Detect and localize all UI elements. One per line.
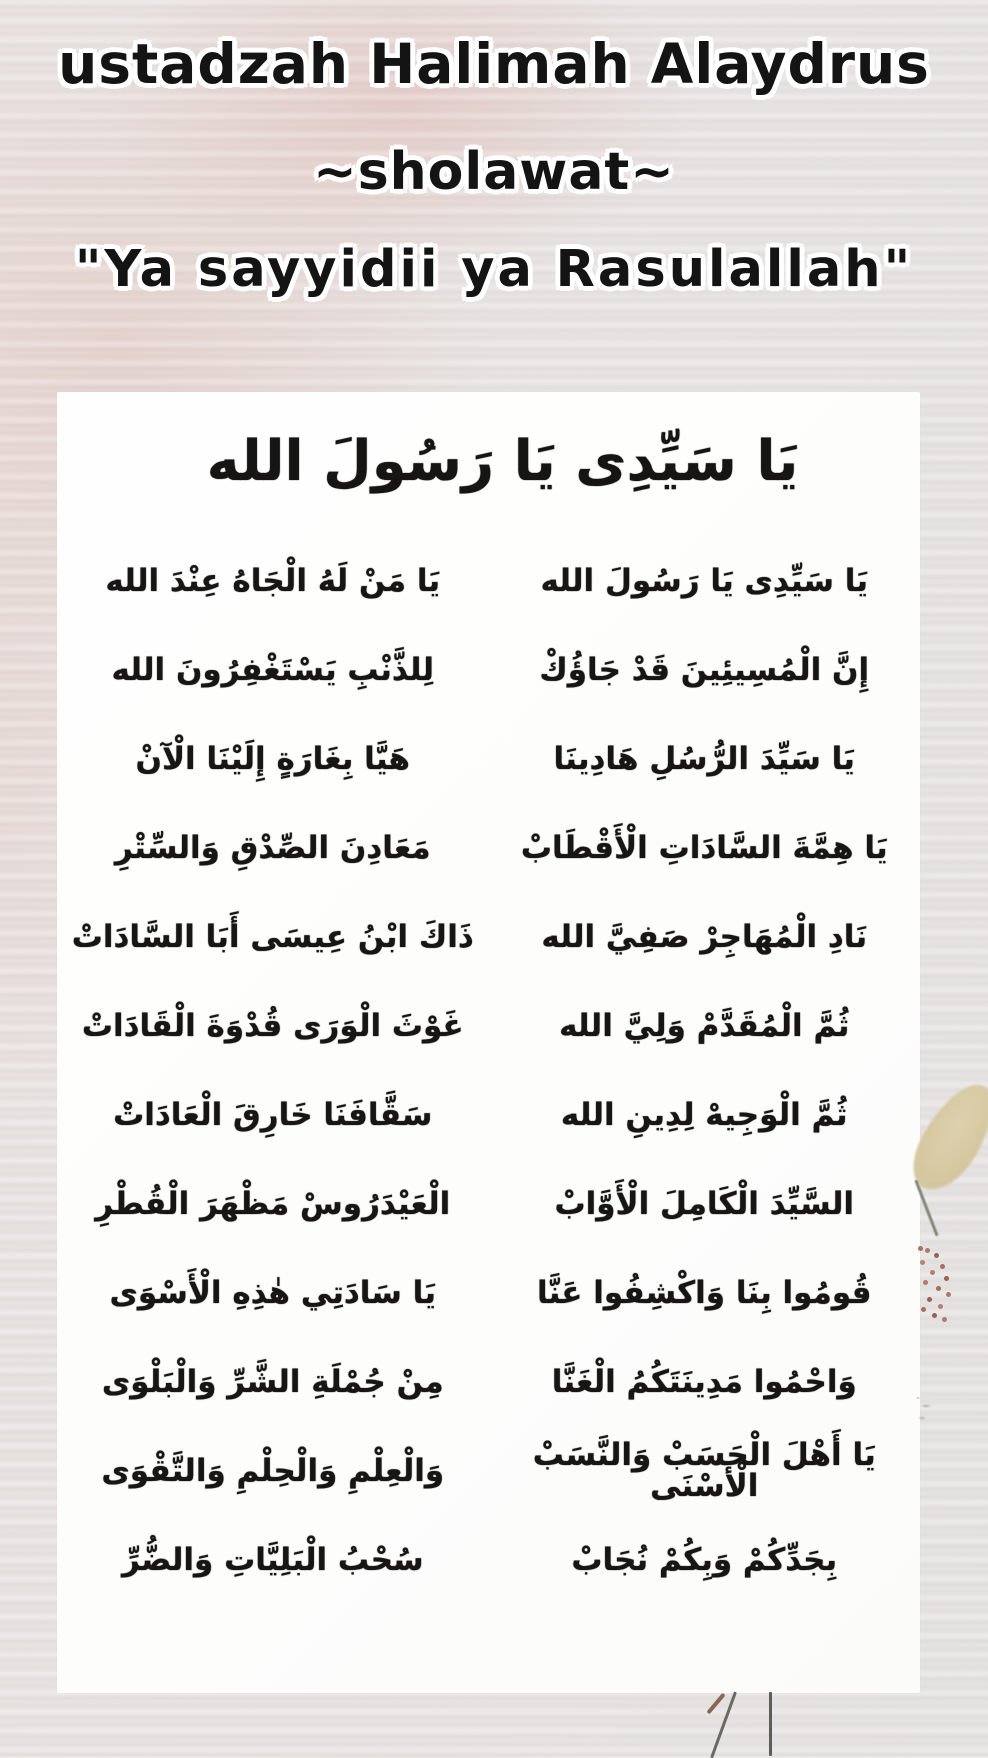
- verse-row: [57, 537, 920, 626]
- hemistich-first: ثُمَّ الْمُقَدَّمْ وَلِيَّ الله: [559, 1007, 850, 1044]
- verse-row: [57, 1071, 920, 1160]
- hemistich-second: غَوْثَ الْوَرَى قُدْوَةَ الْقَادَاتْ: [81, 1007, 464, 1044]
- hemistich-second: سُحْبُ الْبَلِيَّاتِ وَالضُّرِّ: [121, 1541, 424, 1578]
- bottom-stem-brown-decoration: [706, 1693, 725, 1715]
- hemistich-first: السَّيِّدَ الْكَامِلَ الْأَوَّابْ: [554, 1185, 854, 1222]
- hemistich-second: سَقَّافَنَا خَارِقَ الْعَادَاتْ: [113, 1096, 433, 1133]
- hemistich-second: مَعَادِنَ الصِّدْقِ وَالسِّتْرِ: [114, 829, 431, 866]
- verse-row: [57, 1249, 920, 1338]
- poem-verses: [57, 537, 920, 1605]
- hemistich-first: يَا سَيِّدَ الرُّسُلِ هَادِينَا: [553, 740, 855, 777]
- hemistich-second: هَيَّا بِغَارَةٍ إِلَيْنَا الْآنْ: [135, 740, 410, 777]
- verse-row: [57, 804, 920, 893]
- hemistich-first: قُومُوا بِنَا وَاكْشِفُوا عَنَّا: [536, 1274, 872, 1311]
- poem-card: [57, 392, 920, 1693]
- verse-row: [57, 715, 920, 804]
- verse-row: [57, 626, 920, 715]
- hemistich-first: يَا سَيِّدِى يَا رَسُولَ الله: [540, 562, 869, 599]
- hemistich-second: الْعَيْدَرُوسْ مَظْهَرَ الْقُطْرِ: [95, 1185, 451, 1222]
- hemistich-first: يَا هِمَّةَ السَّادَاتِ الْأَقْطَابْ: [520, 829, 888, 866]
- header-title-text: "Ya sayyidii ya Rasulallah": [74, 240, 914, 299]
- hemistich-first: وَاحْمُوا مَدِينَتَكُمُ الْغَنَّا: [551, 1363, 857, 1400]
- verse-row: [57, 1338, 920, 1427]
- dried-flower-dots-decoration: [918, 1246, 923, 1251]
- hemistich-second: وَالْعِلْمِ وَالْحِلْمِ وَالتَّقْوَى: [101, 1452, 445, 1489]
- poem-title-arabic: يَا سَيِّدِى يَا رَسُولَ الله: [206, 429, 799, 494]
- verse-row: [57, 982, 920, 1071]
- header-category-text: ~sholawat~: [313, 142, 675, 202]
- hemistich-first: بِجَدِّكُمْ وَبِكُمْ نُجَابْ: [571, 1541, 838, 1578]
- hemistich-first: يَا أَهْلَ الْحَسَبْ وَالنَّسَبْ الْأَسْنَى: [532, 1437, 876, 1505]
- hemistich-first: إِنَّ الْمُسِيئِينَ قَدْ جَاؤُكْ: [539, 651, 870, 688]
- hemistich-second: مِنْ جُمْلَةِ الشَّرِّ وَالْبَلْوَى: [101, 1363, 444, 1400]
- verse-row: [57, 1427, 920, 1516]
- bottom-stem-vertical-decoration: [769, 1692, 772, 1756]
- hemistich-second: ذَاكَ ابْنُ عِيسَى أَبَا السَّادَاتْ: [71, 918, 474, 955]
- verse-row: [57, 893, 920, 982]
- hemistich-first: نَادِ الْمُهَاجِرْ صَفِيَّ الله: [541, 918, 868, 955]
- header-author-text: ustadzah Halimah Alaydrus: [58, 32, 930, 96]
- hemistich-second: يَا سَادَتِي هٰذِهِ الْأَسْوَى: [109, 1274, 436, 1311]
- faint-plant-marks-decoration: [912, 1392, 938, 1426]
- verse-row: [57, 1160, 920, 1249]
- verse-row: [57, 1516, 920, 1605]
- hemistich-second: يَا مَنْ لَهُ الْجَاهُ عِنْدَ الله: [105, 562, 441, 599]
- hemistich-first: ثُمَّ الْوَجِيهْ لِدِينِ الله: [560, 1096, 848, 1133]
- hemistich-second: لِلذَّنْبِ يَسْتَغْفِرُونَ الله: [111, 651, 435, 688]
